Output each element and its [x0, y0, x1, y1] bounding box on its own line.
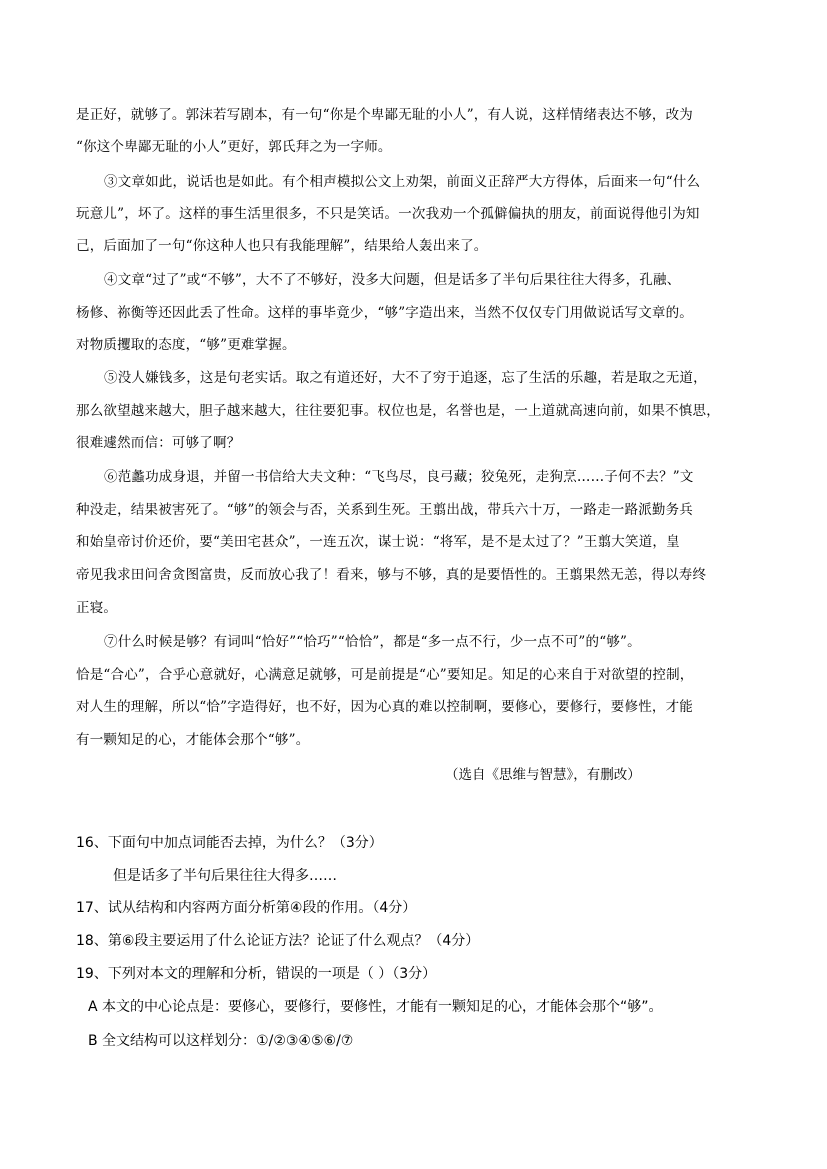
passage-line: 有一颗知足的心，才能体会那个“够”。 — [76, 732, 310, 748]
passage-line: 是正好，就够了。郭沫若写剧本，有一句“你是个卑鄙无耻的小人”，有人说，这样情绪表达不够，改为 — [76, 107, 694, 123]
passage-line: 那么欲望越来越大，胆子越来越大，往往要犯事。权位也是，名誉也是，一上道就高速向前，如果不慎思， — [76, 403, 720, 419]
paragraph-3-start: ③文章如此，说话也是如此。有个相声模拟公文上劝架，前面义正辞严大方得体，后面来一句“什么 — [104, 174, 701, 190]
question-18: 18、第⑥段主要运用了什么论证方法？论证了什么观点？（4分） — [76, 933, 480, 949]
paragraph-6-start: ⑥范蠡功成身退，并留一书信给大夫文种：“飞鸟尽，良弓藏；狡兔死，走狗烹……子何不去？”文 — [104, 469, 694, 485]
passage-line: 帝见我求田问舍贪图富贵，反而放心我了！看来，够与不够，真的是要悟性的。王翦果然无恙，得以寿终 — [76, 567, 707, 583]
question-19-option-b: B 全文结构可以这样划分：①/②③④⑤⑥/⑦ — [88, 1033, 354, 1049]
question-19: 19、下列对本文的理解和分析，错误的一项是（ ）（3分） — [76, 966, 437, 982]
passage-line: 恰是“合心”，合乎心意就好，心满意足就够，可是前提是“心”要知足。知足的心来自于对欲望的控制， — [76, 667, 694, 683]
passage-line: 种没走，结果被害死了。“够”的领会与否，关系到生死。王翦出战，带兵六十万，一路走一路派勤务兵 — [76, 502, 694, 518]
paragraph-5-start: ⑤没人嫌钱多，这是句老实话。取之有道还好，大不了穷于追逐，忘了生活的乐趣，若是取之无道， — [104, 370, 707, 386]
passage-line: 玩意儿”，坏了。这样的事生活里很多，不只是笑话。一次我劝一个孤僻偏执的朋友，前面说得他引为知 — [76, 206, 700, 222]
passage-line: 正寝。 — [76, 600, 118, 616]
question-16-sentence: 但是话多了半句后果往往大得多…… — [113, 868, 337, 884]
question-19-option-a: A 本文的中心论点是：要修心，要修行，要修性，才能有一颗知足的心，才能体会那个“够”。 — [88, 999, 663, 1015]
passage-line: “你这个卑鄙无耻的小人”更好，郭氏拜之为一字师。 — [76, 139, 392, 155]
passage-line: 杨修、祢衡等还因此丢了性命。这样的事毕竟少，“够”字造出来，当然不仅仅专门用做说话写文章的。 — [76, 305, 694, 321]
passage-line: 很难遽然而信：可够了啊？ — [76, 435, 241, 451]
question-17: 17、试从结构和内容两方面分析第④段的作用。（4分） — [76, 900, 417, 916]
paragraph-4-start: ④文章“过了”或“不够”，大不了不够好，没多大问题，但是话多了半句后果往往大得多，孔融、 — [104, 272, 681, 288]
paragraph-7-start: ⑦什么时候是够？有词叫“恰好”“恰巧”“恰恰”，都是“多一点不行，少一点不可”的“够”。 — [104, 634, 641, 650]
passage-line: 对人生的理解，所以“恰”字造得好，也不好，因为心真的难以控制啊，要修心，要修行，要修性，才能 — [76, 699, 694, 715]
question-16: 16、下面句中加点词能否去掉，为什么？（3分） — [76, 835, 383, 851]
source-citation: （选自《思维与智慧》，有删改） — [445, 767, 641, 783]
passage-line: 对物质攫取的态度，“够”更难掌握。 — [76, 337, 296, 353]
passage-line: 和始皇帝讨价还价，要“美田宅甚众”，一连五次，谋士说：“将军，是不是太过了？”王翦大笑道，皇 — [76, 534, 680, 550]
passage-line: 己，后面加了一句“你这种人也只有我能理解”，结果给人轰出来了。 — [76, 238, 488, 254]
